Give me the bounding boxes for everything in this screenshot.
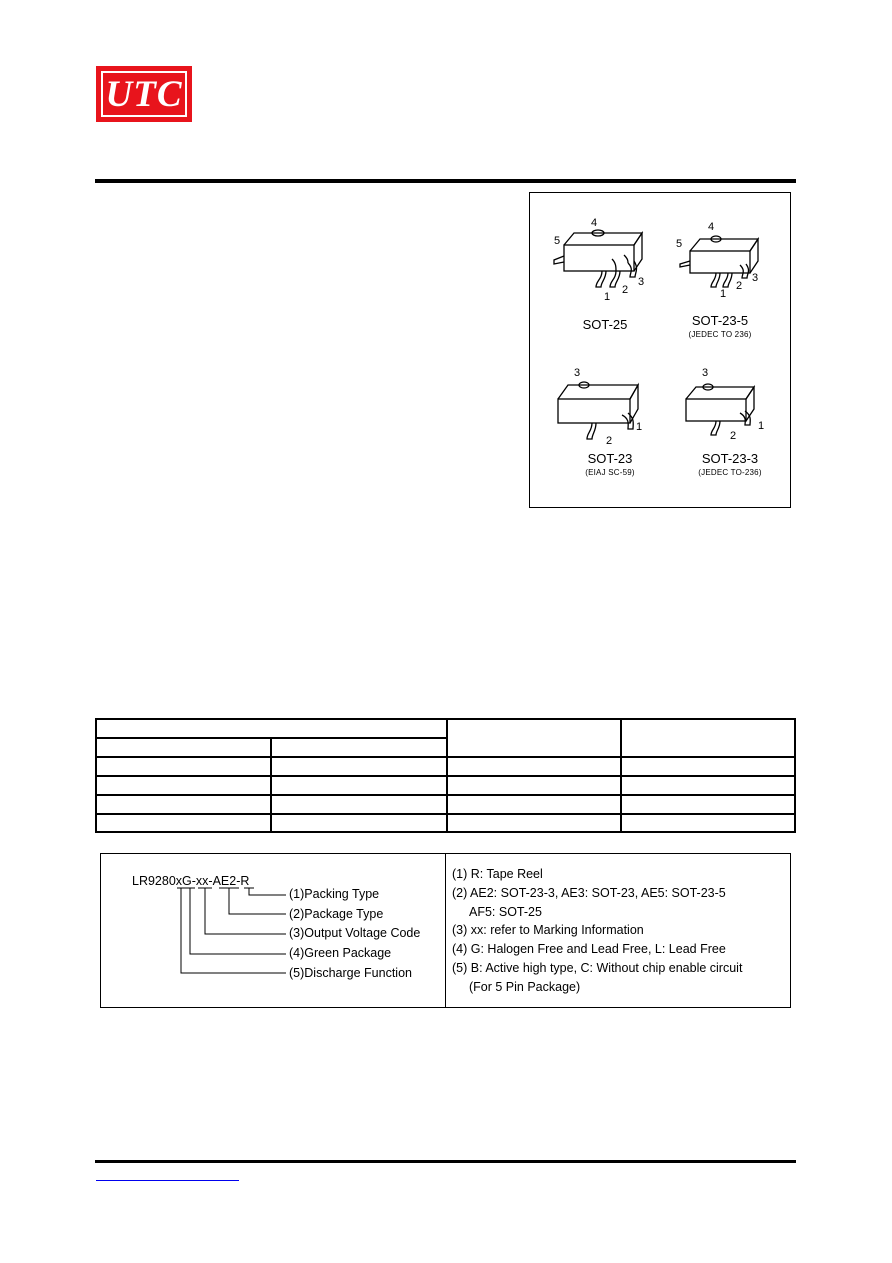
table-border-right xyxy=(794,718,796,833)
sot23-3-standard: (JEDEC TO-236) xyxy=(698,468,762,477)
sot25-drawing xyxy=(554,230,645,288)
utc-logo xyxy=(96,66,192,122)
sot23-standard: (EIAJ SC-59) xyxy=(585,468,635,477)
sot25-pin-5: 5 xyxy=(554,235,561,247)
sot23-5-pin-2: 2 xyxy=(736,280,743,292)
sot23-5-pin-3: 3 xyxy=(752,272,759,284)
sot23-pin-1: 1 xyxy=(636,421,643,433)
part-number-box xyxy=(100,853,791,1008)
desc-packing: (1) R: Tape Reel xyxy=(452,867,543,881)
package-outline-box xyxy=(529,192,791,508)
sot23-5-pin-4: 4 xyxy=(708,221,715,233)
sot23-5-name: SOT-23-5 xyxy=(691,313,749,328)
sot23-5-pin-5: 5 xyxy=(676,238,683,250)
sot25-pin-1: 1 xyxy=(604,291,611,303)
sot23-3-drawing xyxy=(686,384,754,435)
sot23-5-pin-1: 1 xyxy=(720,288,727,300)
part-number-divider xyxy=(445,854,446,1007)
desc-discharge-note: (For 5 Pin Package) xyxy=(469,980,581,994)
website-link[interactable] xyxy=(96,1168,239,1181)
sot23-3-pin-3: 3 xyxy=(702,367,709,379)
header-rule xyxy=(95,179,796,183)
desc-discharge: (5) B: Active high type, C: Without chip enable circuit xyxy=(452,961,743,975)
desc-package-cont: AF5: SOT-25 xyxy=(469,905,542,919)
table-line xyxy=(270,737,272,833)
sot23-5-standard: (JEDEC TO 236) xyxy=(688,330,752,339)
desc-package: (2) AE2: SOT-23-3, AE3: SOT-23, AE5: SOT-23-5 xyxy=(452,886,726,900)
table-line xyxy=(620,718,622,833)
output-voltage-code-label: (3)Output Voltage Code xyxy=(289,926,421,940)
packing-type-label: (1)Packing Type xyxy=(289,887,380,901)
sot25-name: SOT-25 xyxy=(582,317,628,332)
sot23-drawing xyxy=(558,382,638,439)
package-type-label: (2)Package Type xyxy=(289,907,384,921)
ordering-table xyxy=(95,718,796,833)
logo-text: UTC xyxy=(105,74,183,115)
footer-rule xyxy=(95,1160,796,1163)
sot25-pin-3: 3 xyxy=(638,276,645,288)
sot23-name: SOT-23 xyxy=(587,451,633,466)
sot23-3-name: SOT-23-3 xyxy=(701,451,759,466)
desc-green: (4) G: Halogen Free and Lead Free, L: Lead Free xyxy=(452,942,726,956)
table-border-left xyxy=(95,718,97,833)
sot23-pin-3: 3 xyxy=(574,367,581,379)
table-line xyxy=(446,718,448,833)
sot23-3-pin-2: 2 xyxy=(730,430,737,442)
sot23-pin-2: 2 xyxy=(606,435,613,447)
sot25-pin-2: 2 xyxy=(622,284,629,296)
sot23-5-drawing xyxy=(680,236,758,287)
discharge-function-label: (5)Discharge Function xyxy=(289,966,412,980)
sot25-pin-4: 4 xyxy=(591,217,598,229)
sot23-3-pin-1: 1 xyxy=(758,420,765,432)
green-package-label: (4)Green Package xyxy=(289,946,392,960)
desc-voltage-code: (3) xx: refer to Marking Information xyxy=(452,923,644,937)
part-number-code: LR9280xG-xx-AE2-R xyxy=(132,874,250,888)
